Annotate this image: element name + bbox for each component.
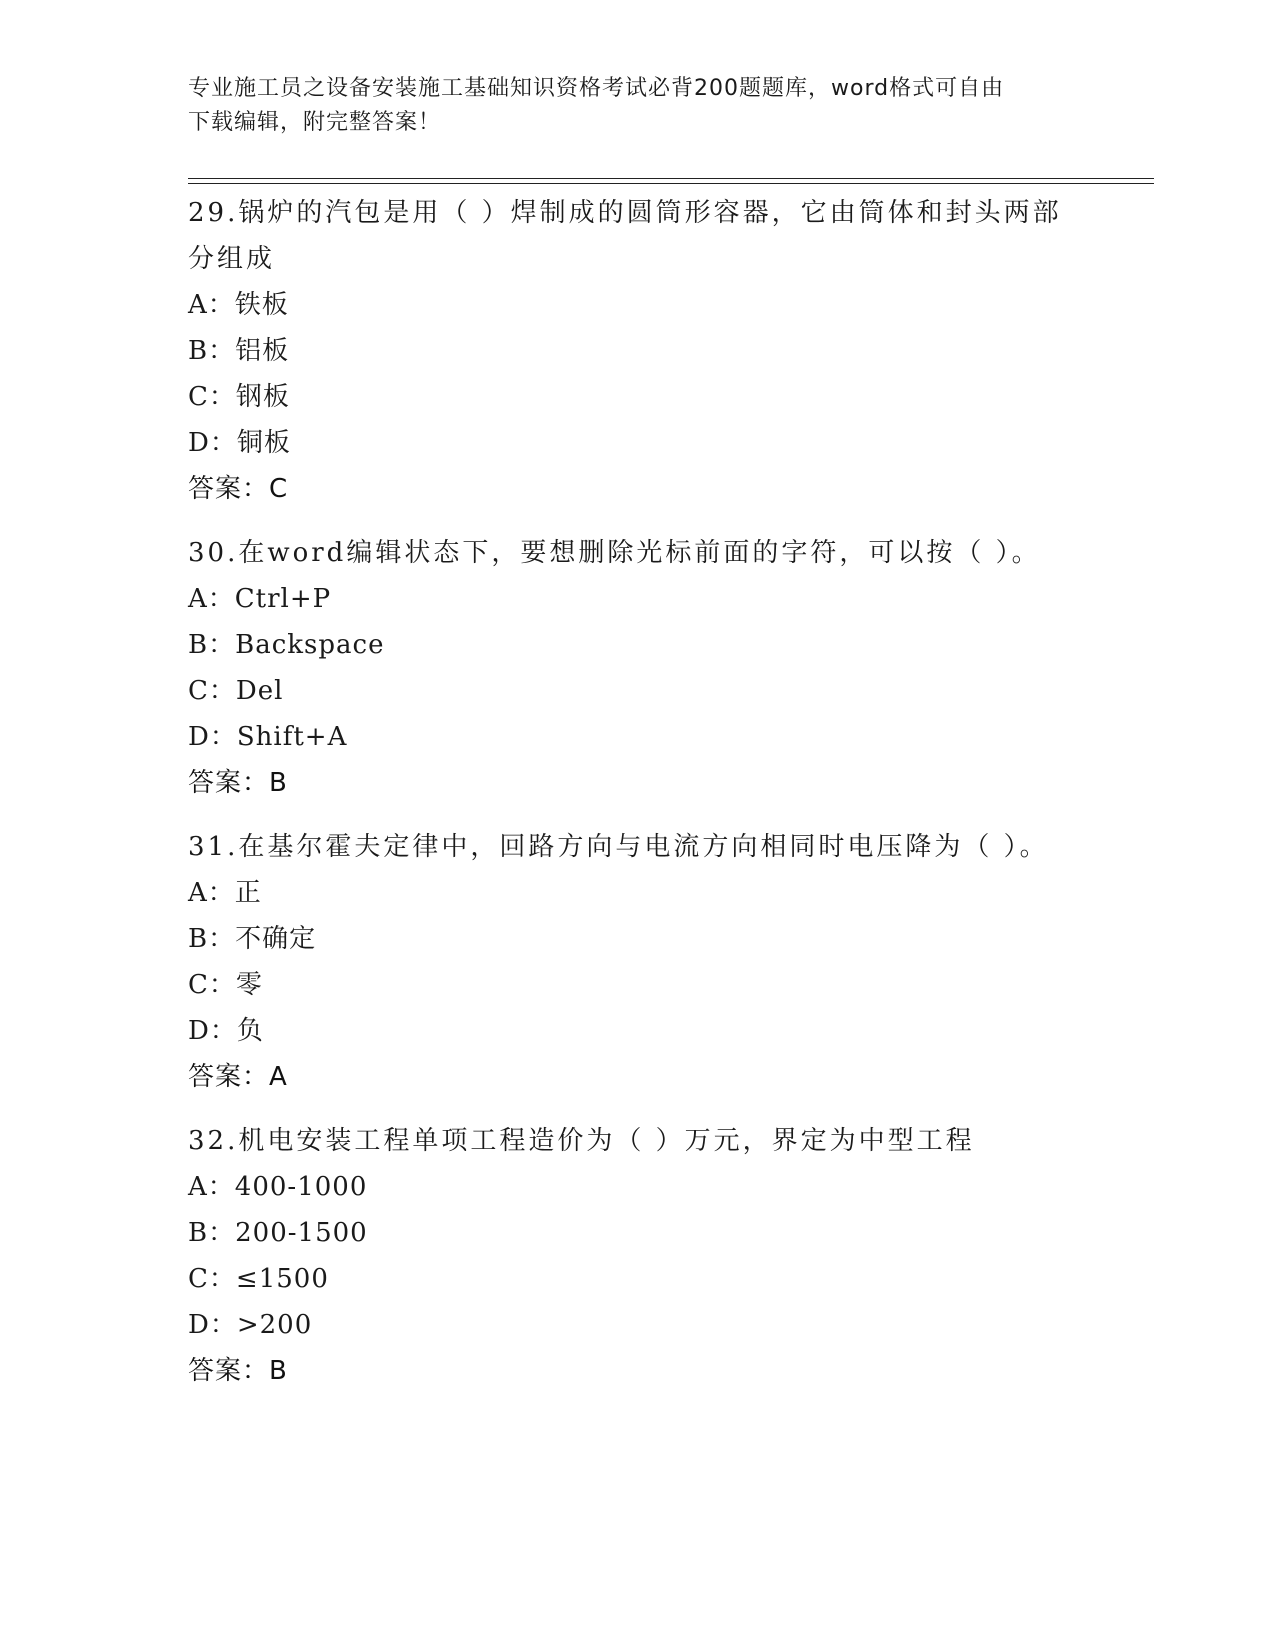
option-c xyxy=(188,374,1088,420)
option-c xyxy=(188,962,1088,1008)
question-title: 30.在word编辑状态下，要想删除光标前面的字符，可以按（ ）。 xyxy=(188,538,1041,568)
option-text: >200 xyxy=(236,1310,313,1340)
option-key: C： xyxy=(188,676,236,706)
option-a xyxy=(188,870,1088,916)
option-b xyxy=(188,622,1088,668)
option-text: Del xyxy=(235,676,284,706)
option-key: D： xyxy=(188,1016,237,1046)
header-divider-top xyxy=(188,178,1154,179)
option-text: 400-1000 xyxy=(234,1172,368,1202)
answer: 答案：B xyxy=(188,1356,288,1386)
option-b xyxy=(188,1210,1088,1256)
option-key: B： xyxy=(188,1218,236,1248)
option-text: ≤1500 xyxy=(235,1264,329,1294)
option-c xyxy=(188,1256,1088,1302)
option-text: Backspace xyxy=(235,630,385,660)
option-b xyxy=(188,916,1088,962)
option-c xyxy=(188,668,1088,714)
question-29 xyxy=(188,190,1088,512)
option-text: 铝板 xyxy=(235,336,290,366)
answer: 答案：A xyxy=(188,1062,288,1092)
option-key: A： xyxy=(188,290,235,320)
question-title: 32.机电安装工程单项工程造价为（ ）万元，界定为中型工程 xyxy=(188,1126,975,1156)
option-key: A： xyxy=(188,584,235,614)
question-31 xyxy=(188,824,1088,1100)
option-a xyxy=(188,282,1088,328)
option-text: 铜板 xyxy=(236,428,291,458)
option-text: 正 xyxy=(234,878,262,908)
question-title: 29.锅炉的汽包是用（ ）焊制成的圆筒形容器，它由筒体和封头两部 xyxy=(188,198,1062,228)
question-title: 31.在基尔霍夫定律中，回路方向与电流方向相同时电压降为（ ）。 xyxy=(188,832,1049,862)
option-key: B： xyxy=(188,924,236,954)
option-d xyxy=(188,1008,1088,1054)
option-d xyxy=(188,714,1088,760)
option-b xyxy=(188,328,1088,374)
header-line-1: 专业施工员之设备安装施工基础知识资格考试必背200题题库，word格式可自由 xyxy=(188,76,1005,101)
option-d xyxy=(188,420,1088,466)
document-header xyxy=(188,72,1088,140)
option-key: D： xyxy=(188,1310,237,1340)
option-d xyxy=(188,1302,1088,1348)
option-a xyxy=(188,576,1088,622)
option-text: 钢板 xyxy=(235,382,290,412)
question-30 xyxy=(188,530,1088,806)
option-text: 零 xyxy=(235,970,263,1000)
option-text: 铁板 xyxy=(234,290,289,320)
option-key: D： xyxy=(188,428,237,458)
option-key: C： xyxy=(188,970,236,1000)
header-line-2: 下载编辑，附完整答案！ xyxy=(188,110,442,135)
option-key: C： xyxy=(188,1264,236,1294)
option-key: B： xyxy=(188,336,236,366)
option-key: D： xyxy=(188,722,237,752)
option-a xyxy=(188,1164,1088,1210)
option-key: B： xyxy=(188,630,236,660)
option-key: C： xyxy=(188,382,236,412)
option-text: Shift+A xyxy=(236,722,348,752)
question-list xyxy=(188,190,1088,1412)
question-title-continued: 分组成 xyxy=(188,244,276,274)
option-text: 负 xyxy=(236,1016,264,1046)
answer: 答案：C xyxy=(188,474,289,504)
header-divider-bottom xyxy=(188,183,1154,184)
option-text: Ctrl+P xyxy=(234,584,332,614)
option-key: A： xyxy=(188,1172,235,1202)
option-text: 不确定 xyxy=(235,924,317,954)
option-text: 200-1500 xyxy=(235,1218,368,1248)
option-key: A： xyxy=(188,878,235,908)
question-32 xyxy=(188,1118,1088,1394)
answer: 答案：B xyxy=(188,768,288,798)
